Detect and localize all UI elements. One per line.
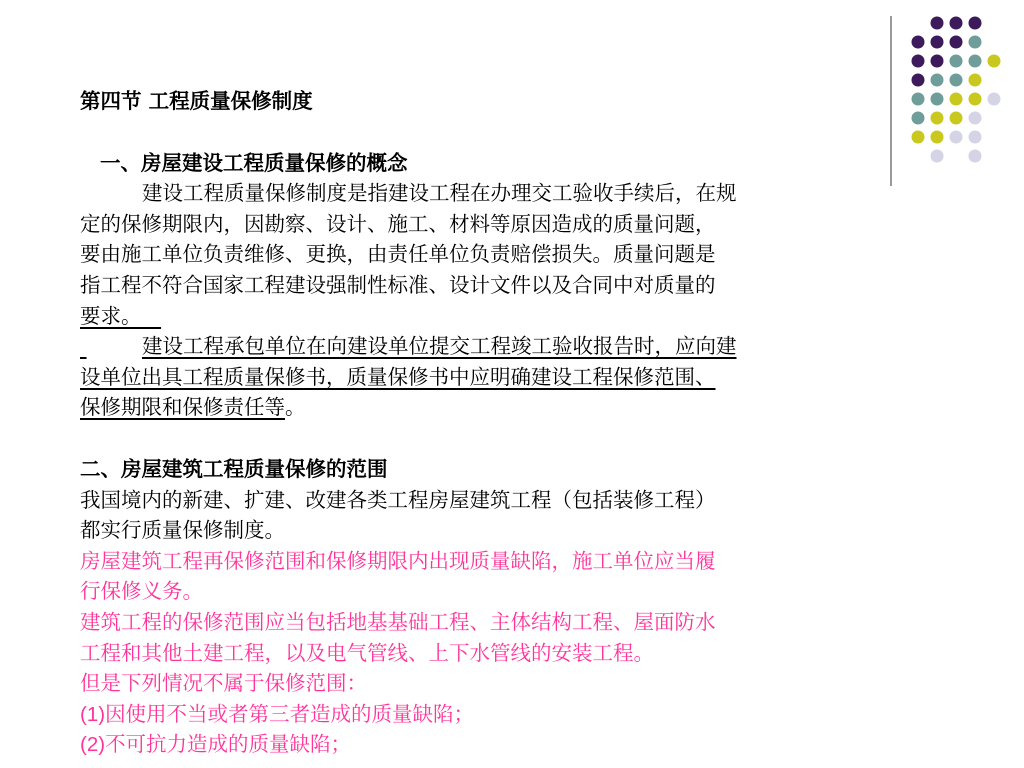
decorative-dot [931,74,944,87]
paragraph-line: 指工程不符合国家工程建设强制性标准、设计文件以及合同中对质量的 [80,272,716,297]
decorative-dot [950,93,963,106]
decorative-dot [931,17,944,30]
pink-paragraph-line: 工程和其他土建工程，以及电气管线、上下水管线的安装工程。 [80,640,654,665]
paragraph-line: 都实行质量保修制度。 [80,518,285,543]
section1-paragraph1 [80,178,880,331]
spacer [80,423,880,454]
list-item [80,729,880,760]
list-item-text: 因使用不当或者第三者造成的质量缺陷； [105,701,475,726]
dot-grid-decoration [910,16,1010,166]
paragraph-line: 要由施工单位负责维修、更换，由责任单位负责赔偿损失。质量问题是 [80,242,716,267]
decorative-dot [950,74,963,87]
decorative-dot [969,17,982,30]
decorative-dot [931,36,944,49]
decorative-dot [950,112,963,125]
decorative-dot [931,131,944,144]
decorative-dot [969,93,982,106]
decorative-dot [912,93,925,106]
decorative-dot [950,36,963,49]
list-item-text: 不可抗力造成的质量缺陷； [105,732,352,757]
decorative-dot [931,150,944,163]
underlined-text: 保修期限和保修责任等 [80,395,285,420]
decorative-dot [931,93,944,106]
paragraph-line: 定的保修期限内，因勘察、设计、施工、材料等原因造成的质量问题， [80,211,716,236]
list-item [80,699,880,730]
decorative-dot [912,74,925,87]
underlined-text: 设单位出具工程质量保修书，质量保修书中应明确建设工程保修范围、 [80,364,716,389]
spacer [80,117,880,148]
paragraph-line: 我国境内的新建、扩建、改建各类工程房屋建筑工程（包括装修工程） [80,487,716,512]
underlined-text: 建设工程承包单位在向建设单位提交工程竣工验收报告时，应向建 [142,334,737,359]
decorative-dot [969,36,982,49]
pink-paragraph-line: 但是下列情况不属于保修范围： [80,671,367,696]
pink-paragraph-line: 行保修义务。 [80,579,203,604]
decorative-dot [969,74,982,87]
paragraph-line [80,331,880,362]
decorative-dot [950,17,963,30]
underlined-text: 要求。 [80,303,142,328]
decorative-dot [969,112,982,125]
section1-paragraph2 [80,331,880,423]
section1-heading: 一、房屋建设工程质量保修的概念 [100,150,408,175]
paragraph-line: 建设工程质量保修制度是指建设工程在办理交工验收手续后，在规 [142,181,737,206]
decorative-dot [988,93,1001,106]
decorative-dot [969,150,982,163]
list-item-number: (2) [80,733,106,757]
vertical-divider-line [890,16,892,186]
pink-paragraph-line: 房屋建筑工程再保修范围和保修期限内出现质量缺陷，施工单位应当履 [80,548,716,573]
decorative-dot [912,55,925,68]
slide-content [80,86,880,760]
section2-heading: 二、房屋建筑工程质量保修的范围 [80,456,388,481]
decorative-dot [931,112,944,125]
pink-paragraph-line: 建筑工程的保修范围应当包括地基基础工程、主体结构工程、屋面防水 [80,609,716,634]
decorative-dot [988,55,1001,68]
decorative-dot [912,112,925,125]
paragraph-line [80,301,880,332]
decorative-dot [969,131,982,144]
paragraph-line [80,362,880,393]
decorative-dot [912,36,925,49]
paragraph-line [80,392,880,423]
list-item-number: (1) [80,702,106,726]
decorative-dot [950,55,963,68]
slide-title: 第四节 工程质量保修制度 [80,89,313,113]
paragraph-end-punct: 。 [285,395,306,420]
decorative-dot [912,131,925,144]
decorative-dot [969,55,982,68]
decorative-dot [950,131,963,144]
decorative-dot [931,55,944,68]
